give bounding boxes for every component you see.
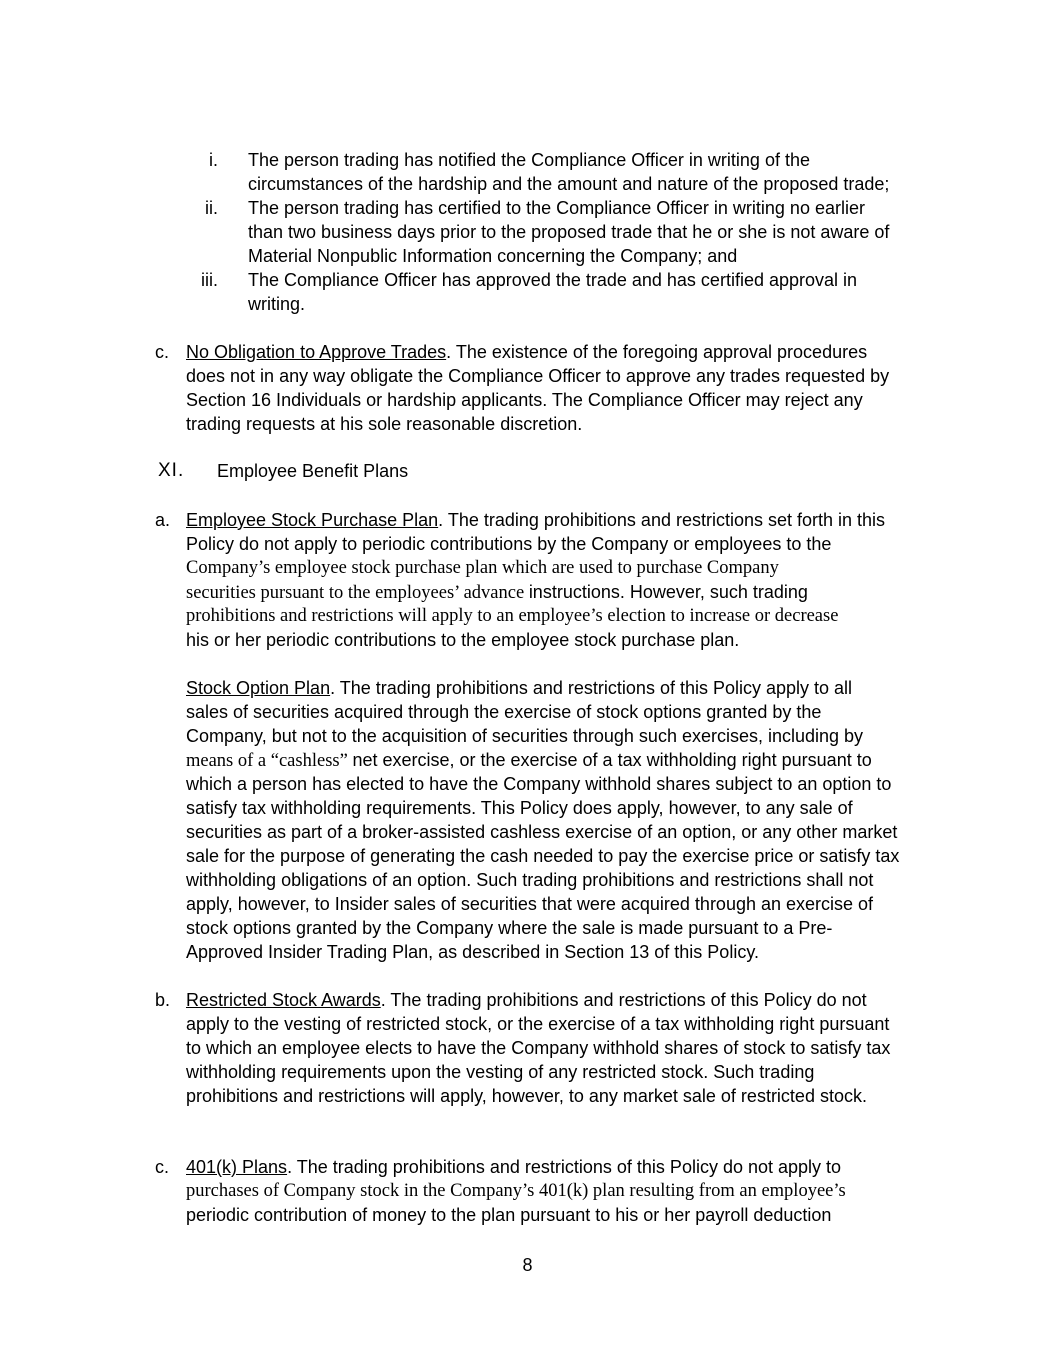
text-line (186, 1155, 841, 1179)
text-line: Company’s employee stock purchase plan which are used to purchase Company (186, 558, 779, 578)
text-line: purchases of Company stock in the Company’s 401(k) plan resulting from an employee’s (186, 1181, 846, 1201)
section-number: XI. (158, 460, 185, 481)
section-title: Employee Benefit Plans (217, 461, 409, 481)
list-marker-c: c. (155, 1157, 170, 1177)
text-line: apply to the vesting of restricted stock, or the exercise of a tax withholding right pursuant (186, 1014, 890, 1034)
list-marker-ii: ii. (205, 198, 218, 218)
text-line: prohibitions and restrictions will apply to an employee’s election to increase or decrease (186, 606, 839, 626)
text-line: sale for the purpose of generating the cash needed to pay the exercise price or satisfy tax (186, 846, 900, 866)
text-line: prohibitions and restrictions will apply, however, to any market sale of restricted stock. (186, 1086, 867, 1106)
list-marker-b: b. (155, 990, 171, 1010)
text-line: which a person has elected to have the Company withhold shares subject to an option to (186, 774, 892, 794)
text-line: The Compliance Officer has approved the trade and has certified approval in (248, 270, 858, 290)
text-line: Material Nonpublic Information concerning the Company; and (248, 246, 738, 266)
text-line: satisfy tax withholding requirements. This Policy does apply, however, to any sale of (186, 798, 853, 818)
text-line (186, 508, 885, 532)
text-line: securities as part of a broker-assisted cashless exercise of an option, or any other market (186, 822, 898, 842)
text-line: sales of securities acquired through the exercise of stock options granted by the (186, 702, 822, 722)
item-title: No Obligation to Approve Trades (186, 342, 447, 362)
text-line: Company, but not to the acquisition of securities through such exercises, including by (186, 726, 864, 746)
text-line: The person trading has notified the Compliance Officer in writing of the (248, 150, 810, 170)
list-marker-a: a. (155, 510, 171, 530)
item-title: Employee Stock Purchase Plan (186, 510, 439, 530)
text-run: . The trading prohibitions and restrictions set forth in this (438, 510, 886, 530)
text-line (186, 340, 867, 364)
item-title: Restricted Stock Awards (186, 990, 381, 1010)
list-marker-c: c. (155, 342, 170, 362)
text-line: writing. (248, 294, 306, 314)
text-line: trading requests at his sole reasonable discretion. (186, 414, 583, 434)
text-run: securities pursuant to the employees’ advance (186, 583, 529, 603)
text-line: The person trading has certified to the Compliance Officer in writing no earlier (248, 198, 865, 218)
text-line: to which an employee elects to have the Company withhold shares of stock to satisfy tax (186, 1038, 891, 1058)
text-line: does not in any way obligate the Compliance Officer to approve any trades requested by (186, 366, 890, 386)
item-title: 401(k) Plans (186, 1157, 288, 1177)
text-line: stock options granted by the Company where the sale is made pursuant to a Pre- (186, 918, 833, 938)
text-line (186, 580, 808, 605)
text-run: . The trading prohibitions and restrictions of this Policy do not (380, 990, 867, 1010)
list-marker-i: i. (209, 150, 218, 170)
text-line (186, 748, 872, 773)
text-line: withholding requirements upon the vesting of any restricted stock. Such trading (186, 1062, 815, 1082)
text-line: his or her periodic contributions to the employee stock purchase plan. (186, 630, 740, 650)
text-line: Section 16 Individuals or hardship applicants. The Compliance Officer may reject any (186, 390, 863, 410)
text-line: apply, however, to Insider sales of securities that were acquired through an exercise of (186, 894, 874, 914)
page-number: 8 (522, 1255, 533, 1275)
text-line: withholding obligations of an option. Such trading prohibitions and restrictions shall not (186, 870, 874, 890)
text-run: instructions. However, such trading (528, 582, 808, 602)
text-line: Approved Insider Trading Plan, as described in Section 13 of this Policy. (186, 942, 759, 962)
text-line (186, 988, 867, 1012)
text-run: . The trading prohibitions and restrictions of this Policy apply to all (330, 678, 853, 698)
text-line: periodic contribution of money to the plan pursuant to his or her payroll deduction (186, 1205, 832, 1225)
item-title: Stock Option Plan (186, 678, 331, 698)
text-run: . The existence of the foregoing approval procedures (446, 342, 868, 362)
text-line: than two business days prior to the proposed trade that he or she is not aware of (248, 222, 890, 242)
text-run: means of a “cashless” (186, 751, 353, 771)
text-run: net exercise, or the exercise of a tax withholding right pursuant to (352, 750, 872, 770)
text-line: circumstances of the hardship and the amount and nature of the proposed trade; (248, 174, 890, 194)
text-line (186, 676, 852, 700)
text-line: Policy do not apply to periodic contributions by the Company or employees to the (186, 534, 832, 554)
list-marker-iii: iii. (201, 270, 218, 290)
text-run: . The trading prohibitions and restrictions of this Policy do not apply to (287, 1157, 842, 1177)
